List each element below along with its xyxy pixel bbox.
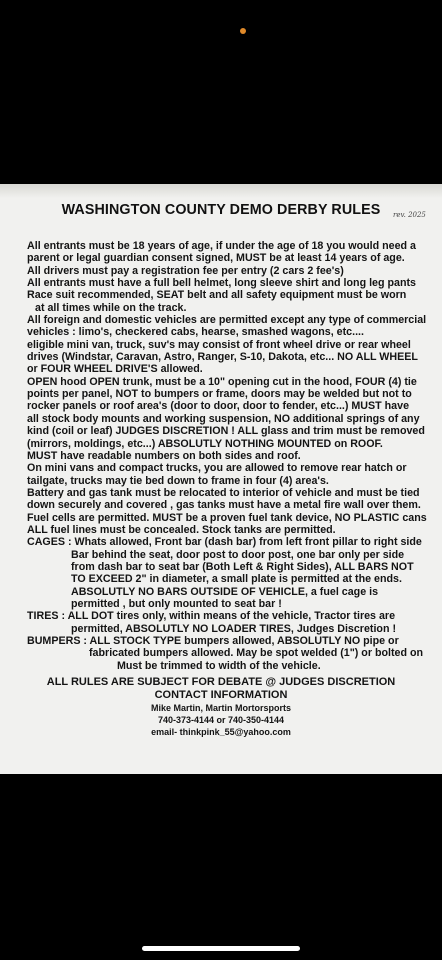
rule-line: CAGES : Whats allowed, Front bar (dash bar) from left front pillar to right side xyxy=(27,536,422,549)
rule-line: fabricated bumpers allowed. May be spot welded (1") or bolted on xyxy=(89,647,424,660)
rule-line: or FOUR WHEEL DRIVE'S allowed. xyxy=(27,363,203,376)
rule-line: On mini vans and compact trucks, you are allowed to remove rear hatch or xyxy=(27,462,407,475)
rule-line: down securely and covered , gas tanks must have a metal fire wall over them. xyxy=(27,499,421,512)
rule-line: points per panel, NOT to bumpers or frame, doors may be welded but not to xyxy=(27,388,412,401)
rule-line: Battery and gas tank must be relocated to interior of vehicle and must be tied xyxy=(27,486,420,499)
rule-line: kind (coil or leaf) JUDGES DISCRETION ! ALL glass and trim must be removed xyxy=(27,425,425,438)
contact-email: email- thinkpink_55@yahoo.com xyxy=(151,727,291,737)
contact-names: Mike Martin, Martin Mortorsports xyxy=(150,703,291,713)
rule-line: Must be trimmed to width of the vehicle. xyxy=(117,659,321,672)
rule-line: Fuel cells are permitted. MUST be a proven fuel tank device, NO PLASTIC cans xyxy=(27,511,427,524)
contact-phones: 740-373-4144 or 740-350-4144 xyxy=(157,715,285,725)
rule-line: BUMPERS : ALL STOCK TYPE bumpers allowed, ABSOLUTLY NO pipe or xyxy=(27,635,399,647)
rule-line: MUST have readable numbers on both sides and roof. xyxy=(27,449,301,462)
rule-line: all stock body mounts and working suspension, NO additional springs of any xyxy=(27,412,420,425)
rule-line: parent or legal guardian consent signed, MUST be at least 14 years of age. xyxy=(27,252,405,265)
rule-line: permitted , but only mounted to seat bar ! xyxy=(71,597,282,610)
rule-line: rocker panels or roof area's (door to door, door to fender, etc...) MUST have xyxy=(27,400,410,413)
paper-fold-shadow xyxy=(0,184,442,198)
rule-line: vehicles : limo's, checkered cabs, hearse, smashed wagons, etc.... xyxy=(27,326,364,339)
home-indicator[interactable] xyxy=(142,946,300,951)
document-title: WASHINGTON COUNTY DEMO DERBY RULES xyxy=(61,202,381,218)
rule-line: All drivers must pay a registration fee per entry (2 cars 2 fee's) xyxy=(27,264,344,277)
rule-line: ABSOLUTLY NO BARS OUTSIDE OF VEHICLE, a fuel cage is xyxy=(71,585,379,598)
rules-document xyxy=(0,184,442,774)
rule-line: OPEN hood OPEN trunk, must be a 10" opening cut in the hood, FOUR (4) tie xyxy=(27,375,417,388)
rules-body xyxy=(27,240,427,672)
contact-heading: CONTACT INFORMATION xyxy=(154,689,288,701)
rule-line: Race suit recommended, SEAT belt and all safety equipment must be worn xyxy=(27,289,407,302)
rule-line: All entrants must have a full bell helmet, long sleeve shirt and long leg pants xyxy=(27,277,416,290)
rule-line: TIRES : ALL DOT tires only, within means of the vehicle, Tractor tires are xyxy=(27,610,396,623)
debate-notice: ALL RULES ARE SUBJECT FOR DEBATE @ JUDGES DISCRETION xyxy=(46,676,396,688)
rule-line: permitted, ABSOLUTLY NO LOADER TIRES, Judges Discretion ! xyxy=(71,622,397,635)
rule-line: All entrants must be 18 years of age, if under the age of 18 you would need a xyxy=(27,240,416,252)
rule-line: TO EXCEED 2" in diameter, a small plate is permitted at the ends. xyxy=(71,573,402,586)
rule-line: tailgate, trucks may tie bed down to frame in four (4) area's. xyxy=(27,474,329,487)
rule-line: All foreign and domestic vehicles are permitted except any type of commercial xyxy=(27,314,427,327)
contact-block xyxy=(0,676,442,738)
rule-line: drives (Windstar, Caravan, Astro, Ranger, S-10, Dakota, etc... NO ALL WHEEL xyxy=(27,351,418,364)
rule-line: ALL fuel lines must be concealed. Stock tanks are permitted. xyxy=(27,523,336,536)
rule-line: from dash bar to seat bar (Both Left & Right Sides), ALL BARS NOT xyxy=(71,560,414,573)
rule-line: at all times while on the track. xyxy=(35,301,187,314)
revision-note: rev. 2025 xyxy=(393,211,426,219)
rule-line: (mirrors, moldings, etc...) ABSOLUTLY NOTHING MOUNTED on ROOF. xyxy=(27,437,383,450)
rule-line: Bar behind the seat, door post to door post, one bar only per side xyxy=(71,548,405,561)
rule-line: eligible mini van, truck, suv's may consist of front wheel drive or rear wheel xyxy=(27,338,411,351)
camera-indicator xyxy=(240,28,246,34)
